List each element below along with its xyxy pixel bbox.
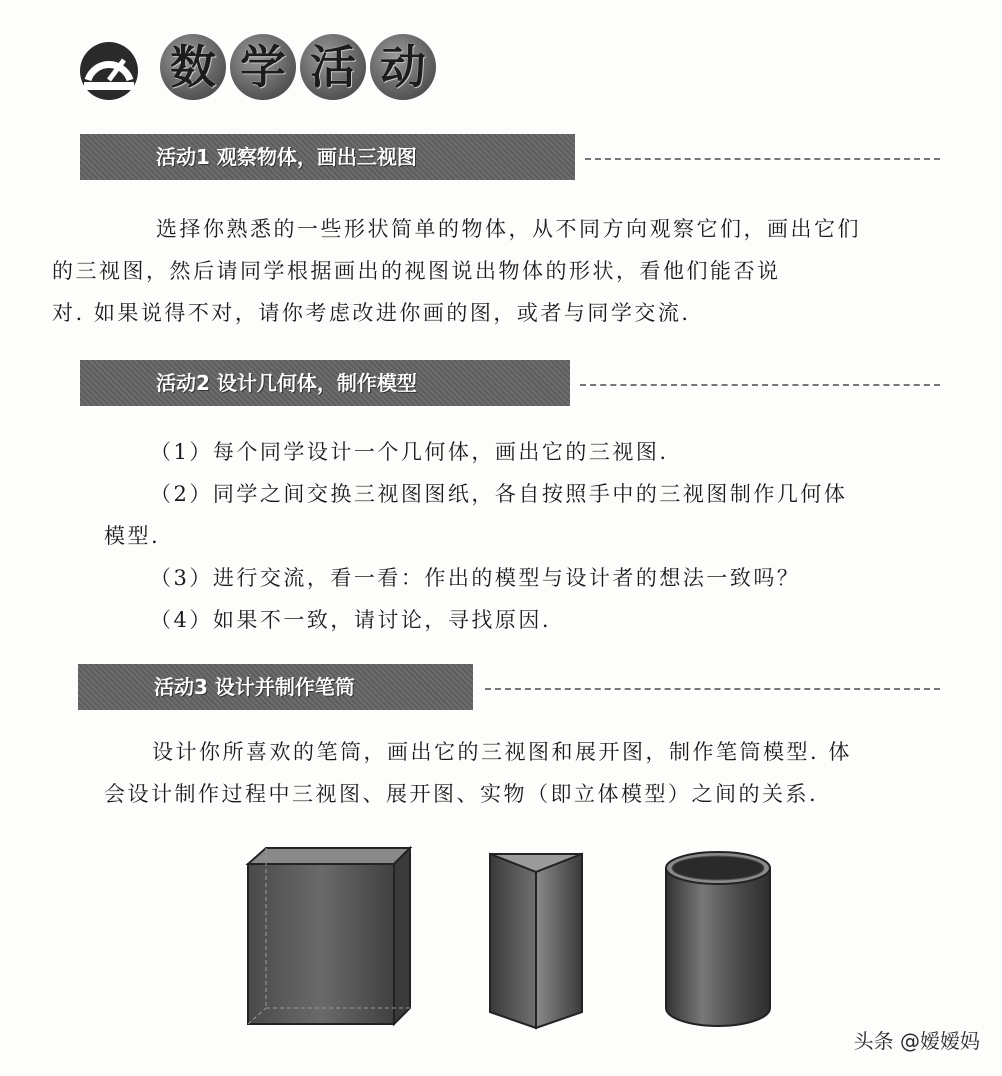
speedometer-icon — [78, 40, 140, 102]
activity3-dashed-line — [485, 688, 940, 690]
activity2-line-2: （2）同学之间交换三视图图纸，各自按照手中的三视图制作几何体 — [150, 482, 848, 506]
rectangular-box-pen-holder — [244, 842, 414, 1028]
activity3-heading: 活动3 设计并制作笔筒 — [78, 664, 473, 710]
cylinder-pen-holder — [662, 848, 774, 1030]
title-char-2: 学 — [230, 34, 296, 100]
title-char-1: 数 — [160, 34, 226, 100]
triangular-prism-pen-holder — [486, 850, 586, 1032]
activity3-text — [104, 731, 934, 815]
activity1-dashed-line — [585, 158, 940, 160]
activity2-text — [104, 431, 934, 641]
activity1-line-1: 选择你熟悉的一些形状简单的物体，从不同方向观察它们，画出它们 — [156, 217, 861, 241]
activity2-line-4: （3）进行交流，看一看：作出的模型与设计者的想法一致吗？ — [150, 566, 801, 590]
activity3-line-2: 会设计制作过程中三视图、展开图、实物（即立体模型）之间的关系. — [104, 782, 819, 806]
activity1-line-2: 的三视图，然后请同学根据画出的视图说出物体的形状，看他们能否说 — [52, 259, 781, 283]
activity1-heading: 活动1 观察物体，画出三视图 — [80, 134, 575, 180]
title-char-4: 动 — [370, 34, 436, 100]
activity2-line-5: （4）如果不一致，请讨论，寻找原因. — [150, 608, 552, 632]
section-header — [78, 30, 438, 110]
activity3-line-1: 设计你所喜欢的笔筒，画出它的三视图和展开图，制作笔筒模型. 体 — [152, 740, 852, 764]
title-char-3: 活 — [300, 34, 366, 100]
activity2-line-3: 模型. — [104, 524, 161, 548]
activity1-line-3: 对. 如果说得不对，请你考虑改进你画的图，或者与同学交流. — [52, 301, 691, 325]
activity2-heading: 活动2 设计几何体，制作模型 — [80, 360, 570, 406]
watermark: 头条 @嫒嫒妈 — [853, 1029, 980, 1053]
activity2-dashed-line — [580, 384, 940, 386]
activity1-text — [52, 208, 934, 334]
activity2-line-1: （1）每个同学设计一个几何体，画出它的三视图. — [150, 440, 669, 464]
